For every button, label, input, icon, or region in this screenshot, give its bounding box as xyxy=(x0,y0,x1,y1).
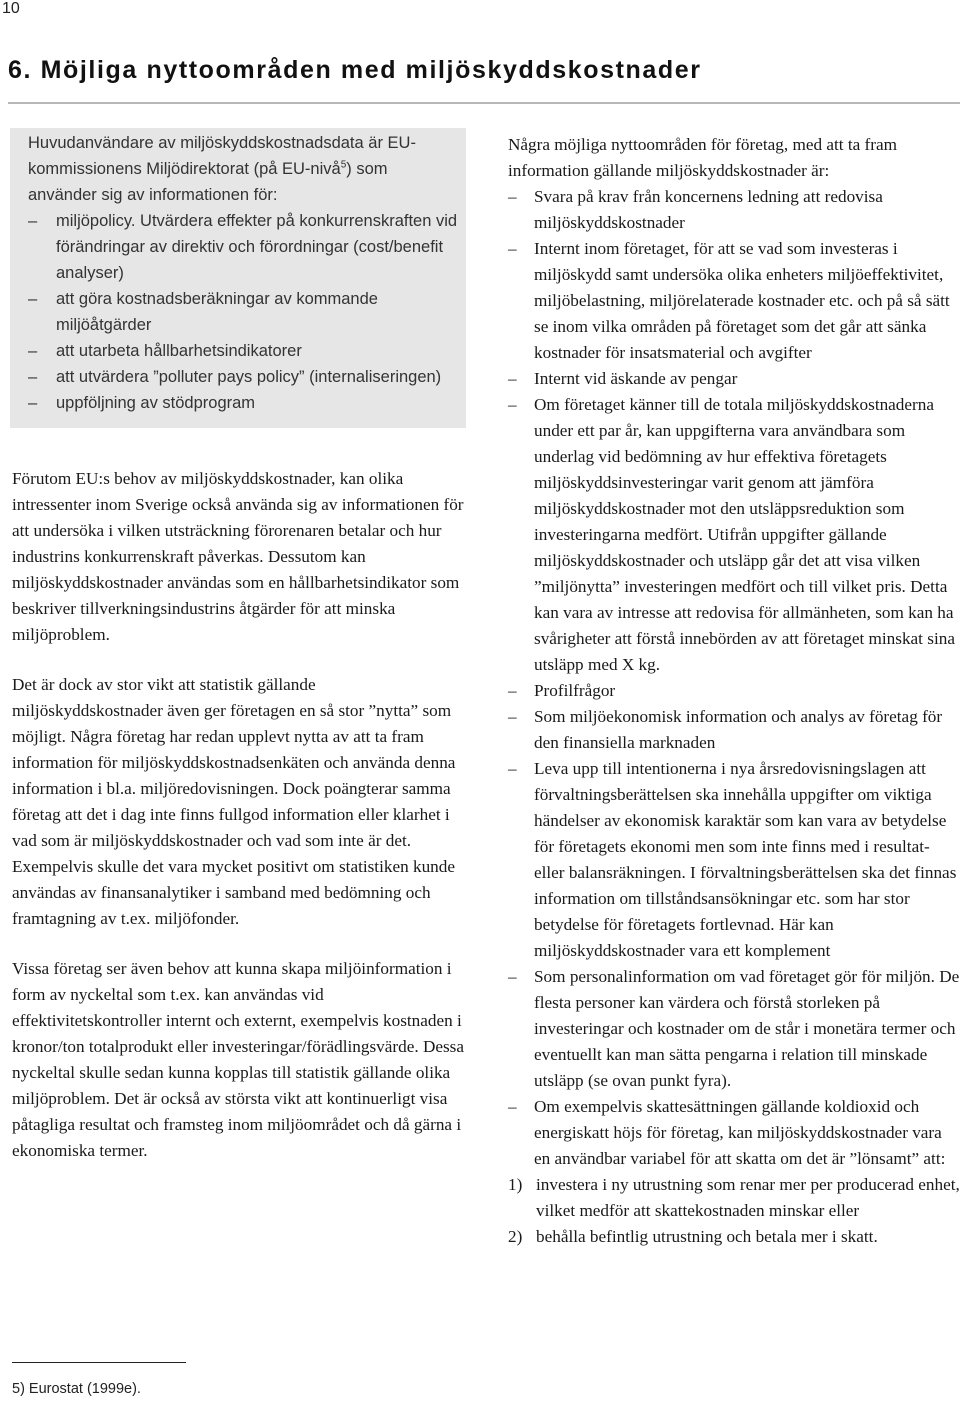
list-item: – att göra kostnadsberäkningar av kommande miljöåtgärder xyxy=(28,286,458,338)
list-item: – Svara på krav från koncernens ledning att redovisa miljöskyddskostnader xyxy=(508,184,960,236)
footnote-divider xyxy=(12,1362,186,1363)
paragraph: Det är dock av stor vikt att statistik gällande miljöskyddskostnader även ger företagen en så stor ”nytta” som möjligt. Några företag har redan upplevt nytta av att ta fram information för miljöskyddskostnadsenkäten och använda denna information i bl.a. miljöredovisningen. Dock poängterar samma företag att det i dag inte finns fullgod information eller klarhet i vad som är miljöskyddskostnader och vad som inte är det. Exempelvis skulle det vara mycket positivt om statistiken kunde användas av finansanalytiker i samband med bedömning och framtagning av t.ex. miljöfonder. xyxy=(12,675,456,928)
eu-usage-list xyxy=(28,208,458,416)
list-item: – Som miljöekonomisk information och analys av företag för den finansiella marknaden xyxy=(508,704,960,756)
list-item: – att utvärdera ”polluter pays policy” (internaliseringen) xyxy=(28,364,458,390)
list-item: – uppföljning av stödprogram xyxy=(28,390,458,416)
chapter-title: 6. Möjliga nyttoområden med miljöskyddskostnader xyxy=(8,56,702,84)
item-text: investera i ny utrustning som renar mer per producerad enhet, vilket medför att skattekostnaden minskar eller xyxy=(536,1175,960,1220)
list-item: – att utarbeta hållbarhetsindikatorer xyxy=(28,338,458,364)
item-text: behålla befintlig utrustning och betala mer i skatt. xyxy=(536,1227,878,1246)
numbered-list xyxy=(508,1172,960,1250)
list-item: – Leva upp till intentionerna i nya årsredovisningslagen att förvaltningsberättelsen ska innehålla uppgifter om viktiga händelser av ekonomisk karaktär som kan vara av betydelse för företagets ekonomi men som inte finns med i resultat- eller balansräkningen. I förvaltningsberättelsen ska det finnas information om tillståndsansökningar etc. som har stor betydelse för företagets fortlevnad. Här kan miljöskyddskostnader vara ett komplement xyxy=(508,756,960,964)
left-column xyxy=(12,128,466,1164)
title-divider xyxy=(8,102,960,104)
list-item: – Som personalinformation om vad företaget gör för miljön. De flesta personer kan värdera och förstå storleken på investeringar och kostnader om de står i monetära termer och eventuellt kan man sätta pengarna i relation till minskade utsläpp (se ovan punkt fyra). xyxy=(508,964,960,1094)
benefit-list xyxy=(508,184,960,1172)
list-item xyxy=(508,1224,960,1250)
paragraph: Förutom EU:s behov av miljöskyddskostnader, kan olika intressenter inom Sverige också använda sig av informationen för att undersöka i vilken utsträckning förorenaren betalar och hur industrins konkurrenskraft påverkas. Dessutom kan miljöskyddskostnader användas som en hållbarhetsindikator som beskriver tillverkningsindustrins åtgärder för att minska miljöproblem. xyxy=(12,469,464,644)
list-item: – Om exempelvis skattesättningen gällande koldioxid och energiskatt höjs för företag, kan miljöskyddskostnader vara en användbar variabel för att skatta om det är ”lönsamt” att: xyxy=(508,1094,960,1172)
list-item: – Profilfrågor xyxy=(508,678,960,704)
list-item: – Internt vid äskande av pengar xyxy=(508,366,960,392)
paragraph: Vissa företag ser även behov att kunna skapa miljöinformation i form av nyckeltal som t.ex. kan användas vid effektivitetskontroller internt och externt, exempelvis kostnaden i kronor/ton totalprodukt eller investeringar/förädlingsvärde. Dessa nyckeltal skulle sedan kunna kopplas till statistik gällande olika miljöproblem. Det är också av största vikt att kontinuerligt visa påtagliga resultat och framsteg inom miljöområdet och då gärna i ekonomiska termer. xyxy=(12,959,464,1160)
footnote: 5) Eurostat (1999e). xyxy=(12,1381,141,1397)
list-item: – Om företaget känner till de totala miljöskyddskostnaderna under ett par år, kan uppgifterna vara användbara som underlag vid bedömning av hur effektiva företagets miljöskyddsinvesteringar varit genom att jämföra miljöskyddskostnader mot den utsläppsreduktion som investeringarna medfört. Utifrån uppgifter gällande miljöskyddskostnader och utsläpp går det att visa vilken ”miljönytta” investeringen medfört och till vilket pris. Detta kan vara av intresse att redovisa för allmänheten, som kan ha svårigheter att förstå innebörden av att företaget minskat sina utsläpp med X kg. xyxy=(508,392,960,678)
box-intro: Huvudanvändare av miljöskyddskostnadsdata är EU-kommissionens Miljödirektorat (på EU-nivå$^5$) som använder sig av informationen för: xyxy=(28,134,416,204)
footnote-ref: 5 xyxy=(340,159,347,171)
page-number: 10 xyxy=(2,0,20,17)
eu-usage-box xyxy=(10,128,466,428)
item-number: 2) xyxy=(508,1227,523,1246)
right-intro: Några möjliga nyttoområden för företag, med att ta fram information gällande miljöskyddskostnader är: xyxy=(508,135,897,180)
left-body xyxy=(12,466,466,1164)
right-column xyxy=(508,132,960,1250)
list-item: – Internt inom företaget, för att se vad som investeras i miljöskydd samt undersöka olika enheters miljöeffektivitet, miljöbelastning, miljörelaterade kostnader etc. och på så sätt se inom vilka områden på företaget som det går att sänka kostnader för insatsmaterial och avgifter xyxy=(508,236,960,366)
list-item xyxy=(508,1172,960,1224)
item-number: 1) xyxy=(508,1175,523,1194)
list-item: – miljöpolicy. Utvärdera effekter på konkurrenskraften vid förändringar av direktiv och förordningar (cost/benefit analyser) xyxy=(28,208,458,286)
